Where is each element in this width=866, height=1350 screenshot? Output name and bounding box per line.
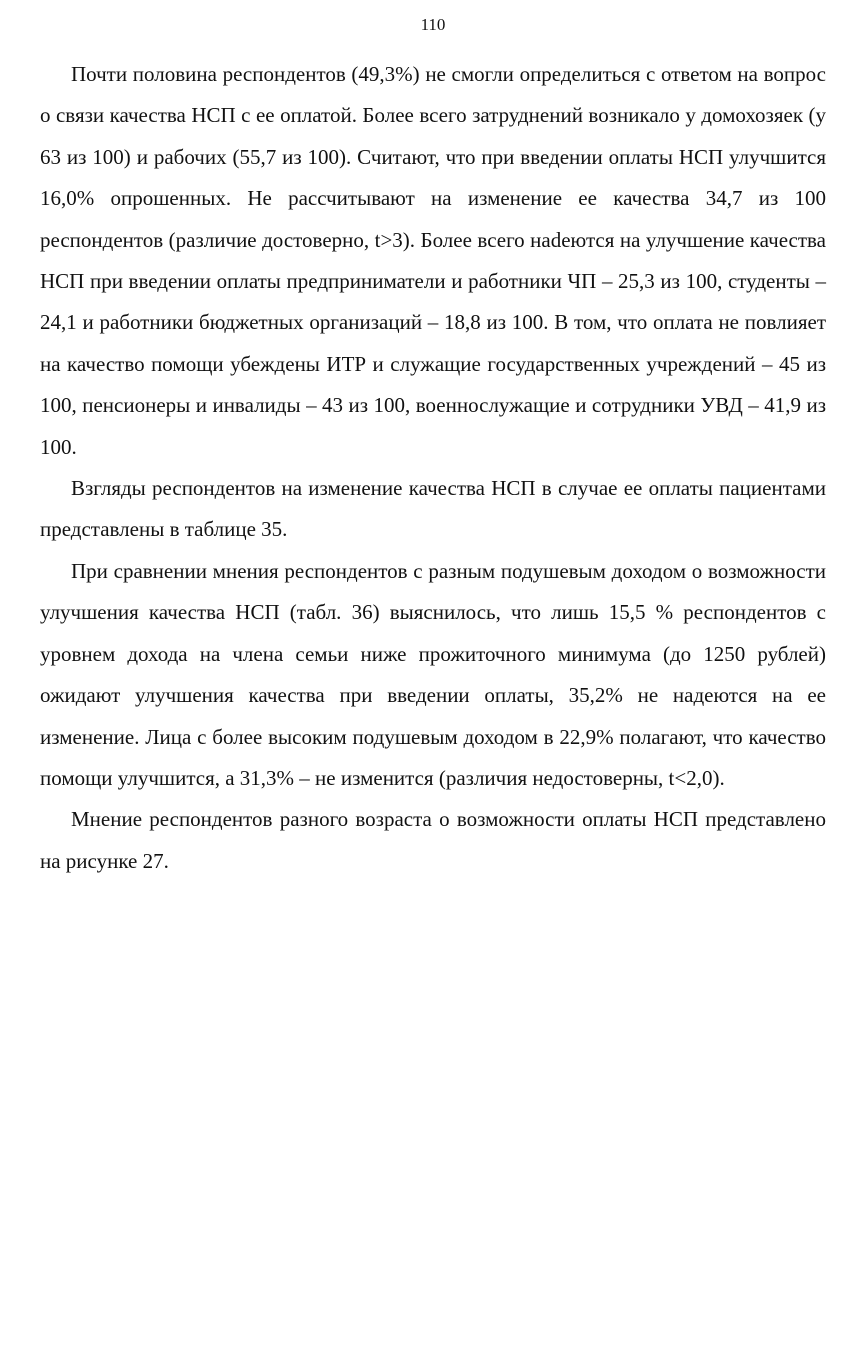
text-body (40, 54, 826, 882)
paragraph-1: Почти половина респондентов (49,3%) не смогли определиться с ответом на вопрос о связи качества НСП с ее оплатой. Более всего затруднений возникало у домохозяек (у 63 из 100) и рабочих (55,7 из 100). Считают, что при введении оплаты НСП улучшится 16,0% опрошенных. Не рассчитывают на изменение ее качества 34,7 из 100 респондентов (различие достоверно, t>3). Более всего наdеются на улучшение качества НСП при введении оплаты предприниматели и работники ЧП – 25,3 из 100, студенты – 24,1 и работники бюджетных организаций – 18,8 из 100. В том, что оплата не повлияет на качество помощи убеждены ИТР и служащие государственных учреждений – 45 из 100, пенсионеры и инвалиды – 43 из 100, военнослужащие и сотрудники УВД – 41,9 из 100. (40, 62, 826, 459)
paragraph-4: Мнение респондентов разного возраста о возможности оплаты НСП представлено на рисунке 27. (40, 807, 826, 873)
paragraph-3: При сравнении мнения респондентов с разным подушевым доходом о возможности улучшения качества НСП (табл. 36) выяснилось, что лишь 15,5 % респондентов с уровнем дохода на члена семьи ниже прожиточного минимума (до 1250 рублей) ожидают улучшения качества при введении оплаты, 35,2% не надеются на ее изменение. Лица с более высоким подушевым доходом в 22,9% полагают, что качество помощи улучшится, а 31,3% – не изменится (различия недостоверны, t<2,0). (40, 558, 826, 790)
paragraph-2: Взгляды респондентов на изменение качества НСП в случае ее оплаты пациентами представлены в таблице 35. (40, 476, 826, 542)
page-number: 110 (420, 15, 446, 34)
